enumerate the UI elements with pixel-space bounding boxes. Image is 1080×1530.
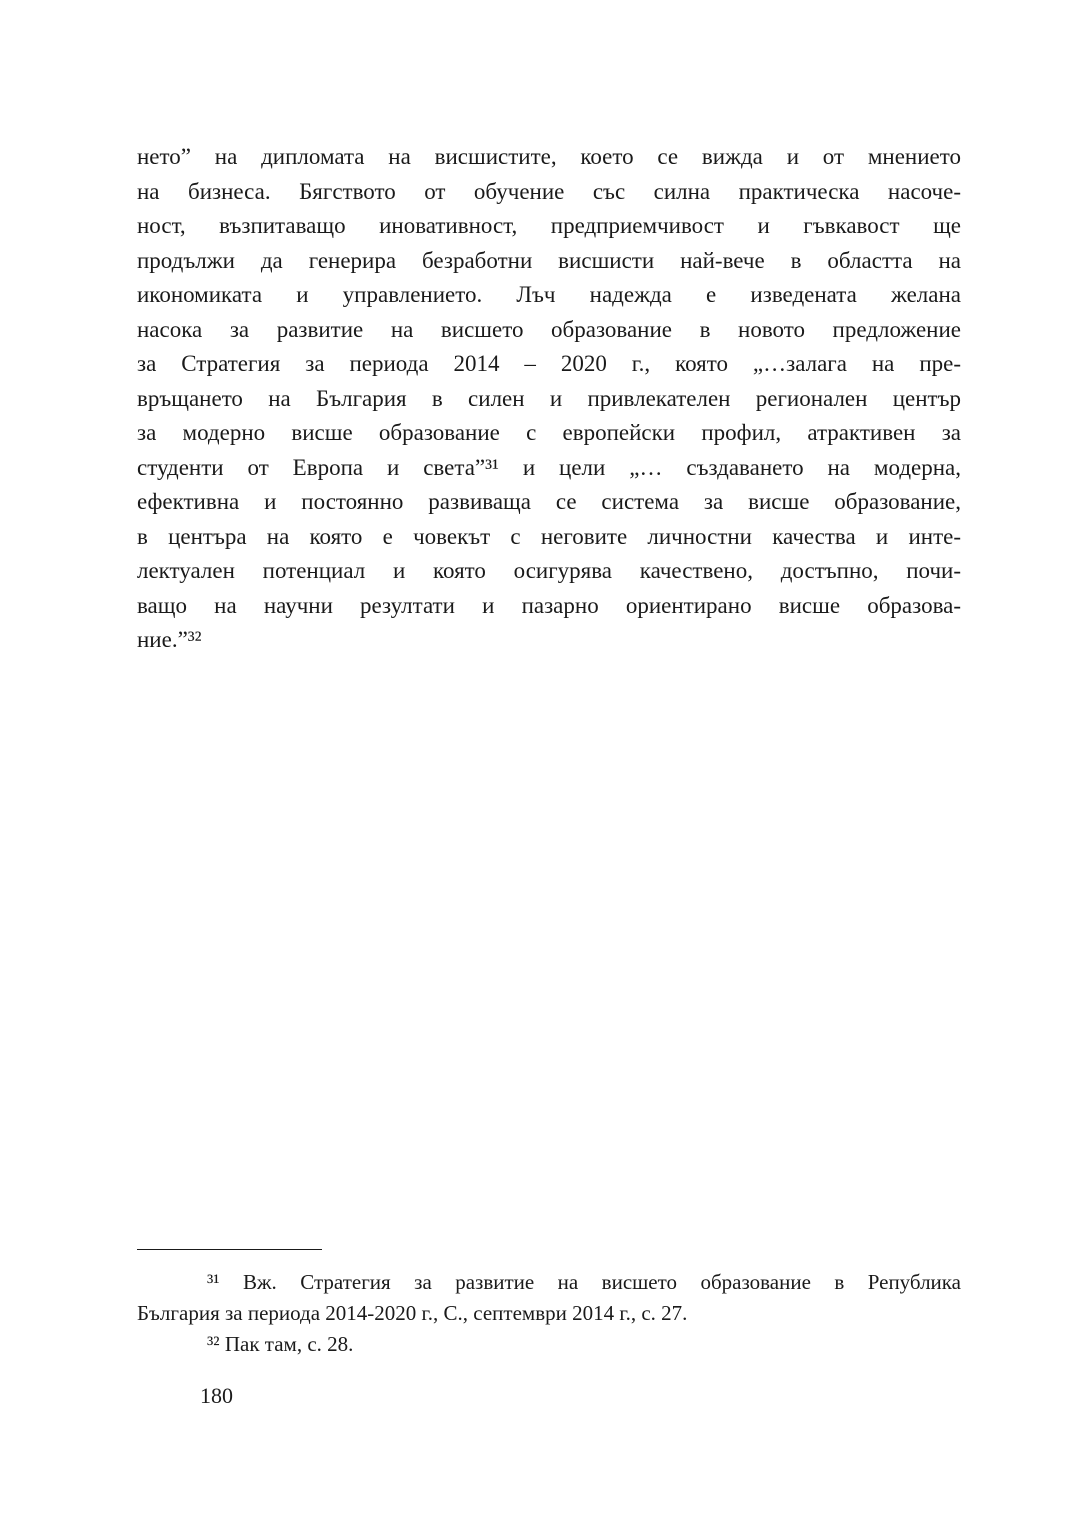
paragraph-line: връщането на България в силен и привлекателен регионален център (137, 385, 961, 411)
paragraph-line: в центъра на която е човекът с неговите личностни качества и инте- (137, 523, 961, 549)
paragraph-line: продължи да генерира безработни висшисти най-вече в областта на (137, 247, 961, 273)
footnote (137, 1267, 961, 1329)
paragraph-line: за Стратегия за периода 2014 – 2020 г., която „…залага на пре- (137, 351, 961, 376)
paragraph-line: за модерно висше образование с европейски профил, атрактивен за (137, 420, 961, 445)
footer-block (137, 1249, 961, 1360)
paragraph-line: на бизнеса. Бягството от обучение със силна практическа насоче- (137, 178, 961, 204)
footnotes-list (137, 1267, 961, 1360)
body-paragraph (137, 140, 961, 658)
footnote-line: България за периода 2014-2020 г., С., септември 2014 г., с. 27. (137, 1301, 688, 1325)
footnote-line: ³¹ Вж. Стратегия за развитие на висшето образование в Република (207, 1270, 961, 1294)
paragraph-line: лектуален потенциал и която осигурява качествено, достъпно, почи- (137, 558, 961, 583)
paragraph-line: насока за развитие на висшето образование в новото предложение (137, 316, 961, 342)
paragraph-line: ние.”³² (137, 627, 202, 652)
paragraph-line: ващо на научни резултати и пазарно ориентирано висше образова- (137, 592, 961, 618)
paragraph-line: ефективна и постоянно развиваща се система за висше образование, (137, 489, 961, 514)
paragraph-line: икономиката и управлението. Лъч надежда е изведената желана (137, 282, 961, 307)
footnote-separator-rule (137, 1249, 322, 1250)
footnote (137, 1329, 961, 1360)
paragraph-line: студенти от Европа и света”³¹ и цели „… създаването на модерна, (137, 454, 961, 480)
page-number: 180 (200, 1383, 233, 1408)
footnote-line: ³² Пак там, с. 28. (207, 1332, 354, 1356)
paragraph-line: нето” на дипломата на висшистите, което се вижда и от мнението (137, 144, 961, 169)
paragraph-line: ност, възпитаващо иновативност, предприемчивост и гъвкавост ще (137, 213, 961, 238)
